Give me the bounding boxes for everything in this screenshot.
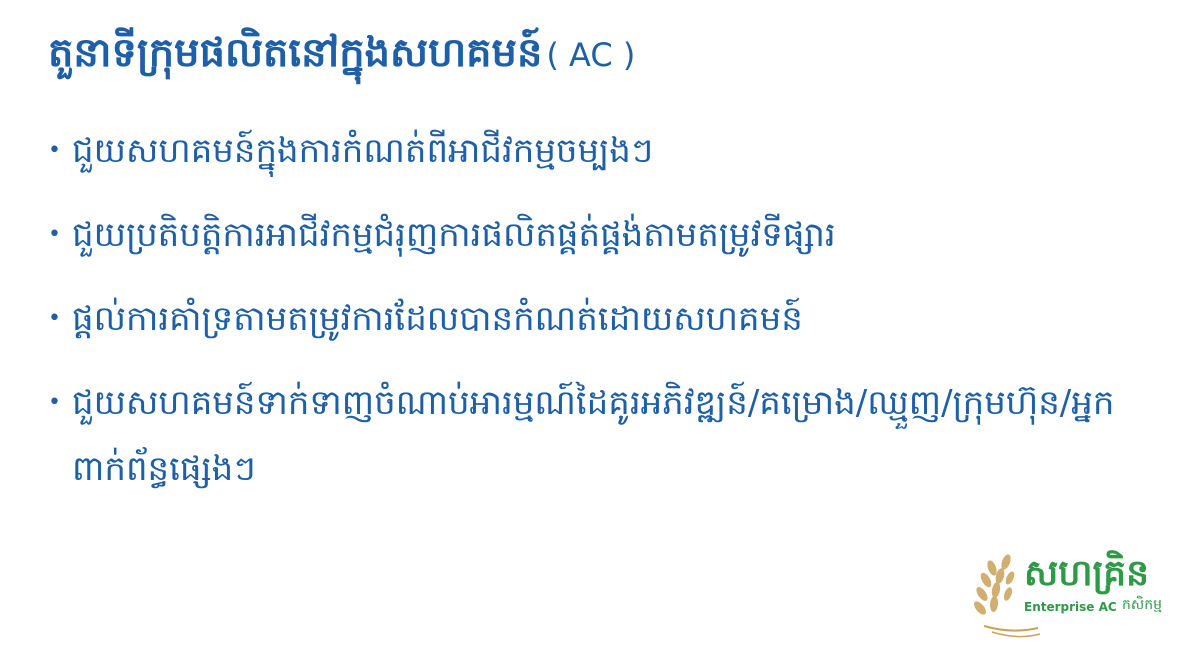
bullet-item — [46, 118, 1126, 184]
enterprise-ac-logo — [972, 548, 1192, 640]
bullet-text: ជួយសហគមន៍ក្នុងការកំណត់ពីអាជីវកម្មចម្បងៗ — [72, 131, 654, 171]
bullet-item — [46, 370, 1126, 502]
bullet-text: ជួយប្រតិបត្តិការអាជីវកម្មជំរុញការផលិតផ្គត់ផ្គង់តាមតម្រូវទីផ្សារ — [72, 215, 836, 255]
title-khmer: តួនាទីក្រុមផលិតនៅក្នុងសហគមន៍ — [48, 30, 543, 76]
bullet-list — [46, 118, 1126, 520]
bullet-dot-icon: • — [48, 222, 61, 247]
logo-english-text: Enterprise AC — [1024, 600, 1117, 614]
bullet-dot-icon: • — [48, 306, 61, 331]
bullet-dot-icon: • — [48, 138, 61, 163]
slide-title — [48, 18, 1048, 88]
bullet-item — [46, 286, 1126, 352]
bullet-text: ជួយសហគមន៍ទាក់ទាញចំណាប់អារម្មណ៍ដៃគូរអភិវឌ្ឍន៍/គម្រោង/ឈ្មួញ/ក្រុមហ៊ុន/អ្នកពាក់ព័ន្ធផ្សេងៗ — [72, 383, 1115, 489]
logo-main-text: សហគ្រិន — [1024, 553, 1149, 594]
bullet-item — [46, 202, 1126, 268]
bullet-text: ផ្តល់ការគាំទ្រតាមតម្រូវការដែលបានកំណត់ដោយសហគមន៍ — [72, 299, 803, 339]
title-suffix: ( AC ) — [546, 36, 636, 74]
bullet-dot-icon: • — [48, 390, 61, 415]
logo-sub-text: កសិកម្ម — [1122, 597, 1162, 613]
